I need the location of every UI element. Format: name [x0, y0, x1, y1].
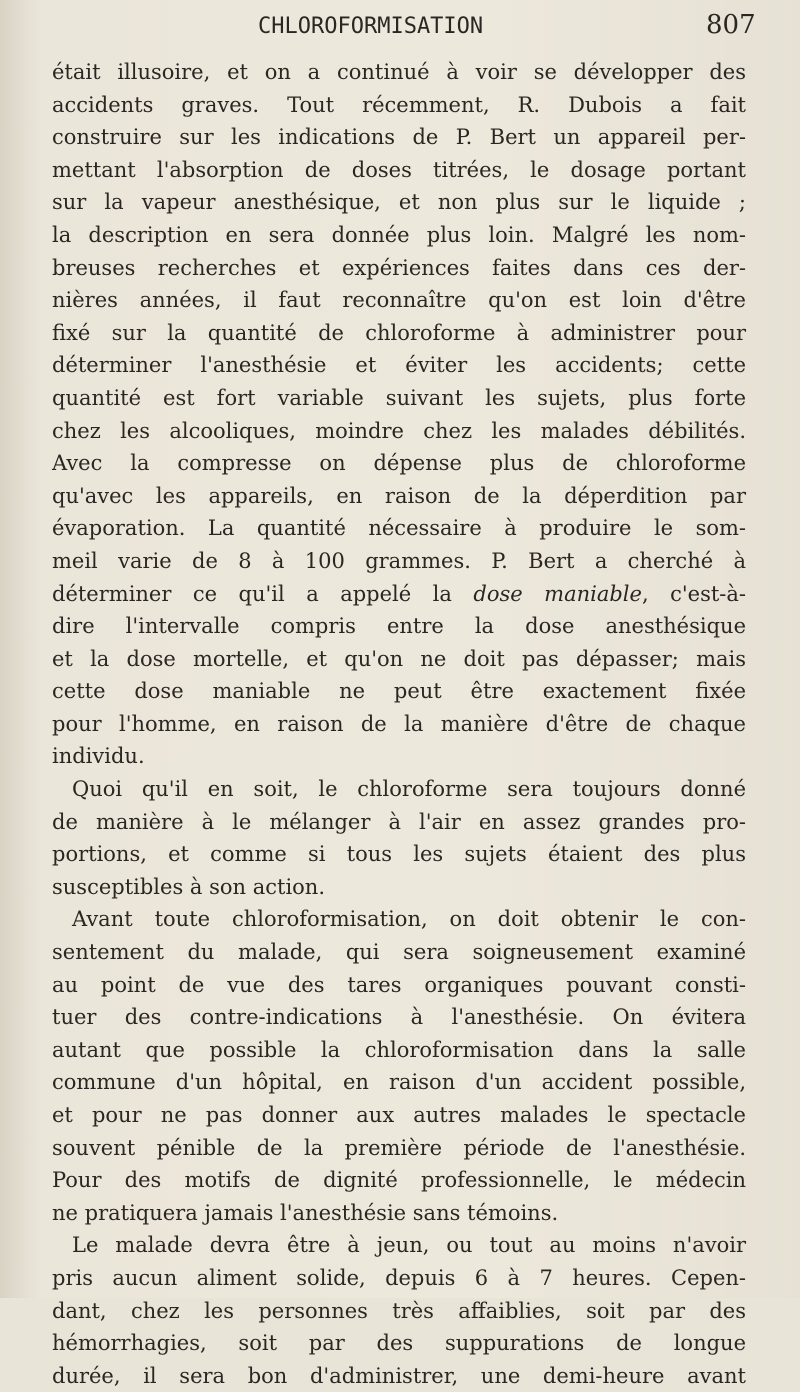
text-line: la description en sera donnée plus loin. Malgré les nom-: [52, 222, 746, 247]
text-line: sur la vapeur anesthésique, et non plus sur le liquide ;: [52, 190, 746, 215]
text-line: et pour ne pas donner aux autres malades le spectacle: [52, 1103, 746, 1127]
text-line: construire sur les indications de P. Bert un appareil per-: [52, 125, 746, 150]
text-line: commune d'un hôpital, en raison d'un accident possible,: [52, 1070, 746, 1095]
text-line: portions, et comme si tous les sujets étaient des plus: [52, 842, 746, 867]
text-line: durée, il sera bon d'administrer, une demi-heure avant: [52, 1363, 746, 1388]
running-title: CHLOROFORMISATION: [258, 14, 484, 39]
paragraph-start-line: Le malade devra être à jeun, ou tout au moins n'avoir: [72, 1233, 746, 1258]
text-line: tuer des contre-indications à l'anesthésie. On évitera: [52, 1005, 746, 1030]
text-line: individu.: [52, 744, 145, 769]
text-line: sentement du malade, qui sera soigneusement examiné: [52, 940, 746, 965]
text-line: de manière à le mélanger à l'air en assez grandes pro-: [52, 809, 746, 834]
text-line: dire l'intervalle compris entre la dose anesthésique: [52, 614, 746, 639]
text-line: meil varie de 8 à 100 grammes. P. Bert a cherché à: [52, 548, 746, 573]
text-line: fixé sur la quantité de chloroforme à administrer pour: [52, 320, 746, 345]
text-line: au point de vue des tares organiques pouvant consti-: [52, 972, 746, 997]
text-line: Avec la compresse on dépense plus de chloroforme: [52, 451, 746, 476]
paragraph-start-line: Avant toute chloroformisation, on doit obtenir le con-: [72, 907, 746, 932]
paragraph-start-line: Quoi qu'il en soit, le chloroforme sera toujours donné: [72, 777, 746, 802]
text-line: chez les alcooliques, moindre chez les malades débilités.: [52, 418, 746, 443]
text-line: ne pratiquera jamais l'anesthésie sans témoins.: [52, 1200, 559, 1225]
text-line: mettant l'absorption de doses titrées, le dosage portant: [52, 157, 746, 182]
text-line: hémorrhagies, soit par des suppurations de longue: [52, 1331, 746, 1356]
text-line: était illusoire, et on a continué à voir se développer des: [52, 60, 746, 84]
text-line: pour l'homme, en raison de la manière d'être de chaque: [52, 711, 746, 736]
text-line: dant, chez les personnes très affaiblies, soit par des: [52, 1298, 746, 1323]
text-line: souvent pénible de la première période de l'anesthésie.: [52, 1135, 746, 1160]
text-line: pris aucun aliment solide, depuis 6 à 7 heures. Cepen-: [52, 1265, 746, 1290]
text-line: autant que possible la chloroformisation dans la salle: [52, 1037, 746, 1062]
text-line: qu'avec les appareils, en raison de la déperdition par: [52, 483, 746, 508]
text-line: nières années, il faut reconnaître qu'on est loin d'être: [52, 288, 746, 313]
italic-term: dose maniable: [473, 581, 642, 606]
line-text-after: , c'est-à-: [641, 581, 746, 606]
text-line: déterminer l'anesthésie et éviter les accidents; cette: [52, 353, 746, 378]
text-line: cette dose maniable ne peut être exactement fixée: [52, 679, 746, 704]
body-text: [52, 56, 746, 1392]
text-line: quantité est fort variable suivant les sujets, plus forte: [52, 385, 746, 410]
text-line: susceptibles à son action.: [52, 874, 325, 899]
text-line: et la dose mortelle, et qu'on ne doit pas dépasser; mais: [52, 646, 746, 671]
text-line: breuses recherches et expériences faites dans ces der-: [52, 255, 746, 280]
text-line: Pour des motifs de dignité professionnelle, le médecin: [52, 1168, 746, 1193]
text-line: évaporation. La quantité nécessaire à produire le som-: [52, 516, 746, 541]
running-head: [0, 6, 800, 46]
text-line: accidents graves. Tout récemment, R. Dubois a fait: [52, 92, 746, 117]
line-text-before: déterminer ce qu'il a appelé la: [52, 581, 474, 606]
text-line-italic-term: [52, 578, 746, 611]
page-number: 807: [706, 10, 756, 40]
